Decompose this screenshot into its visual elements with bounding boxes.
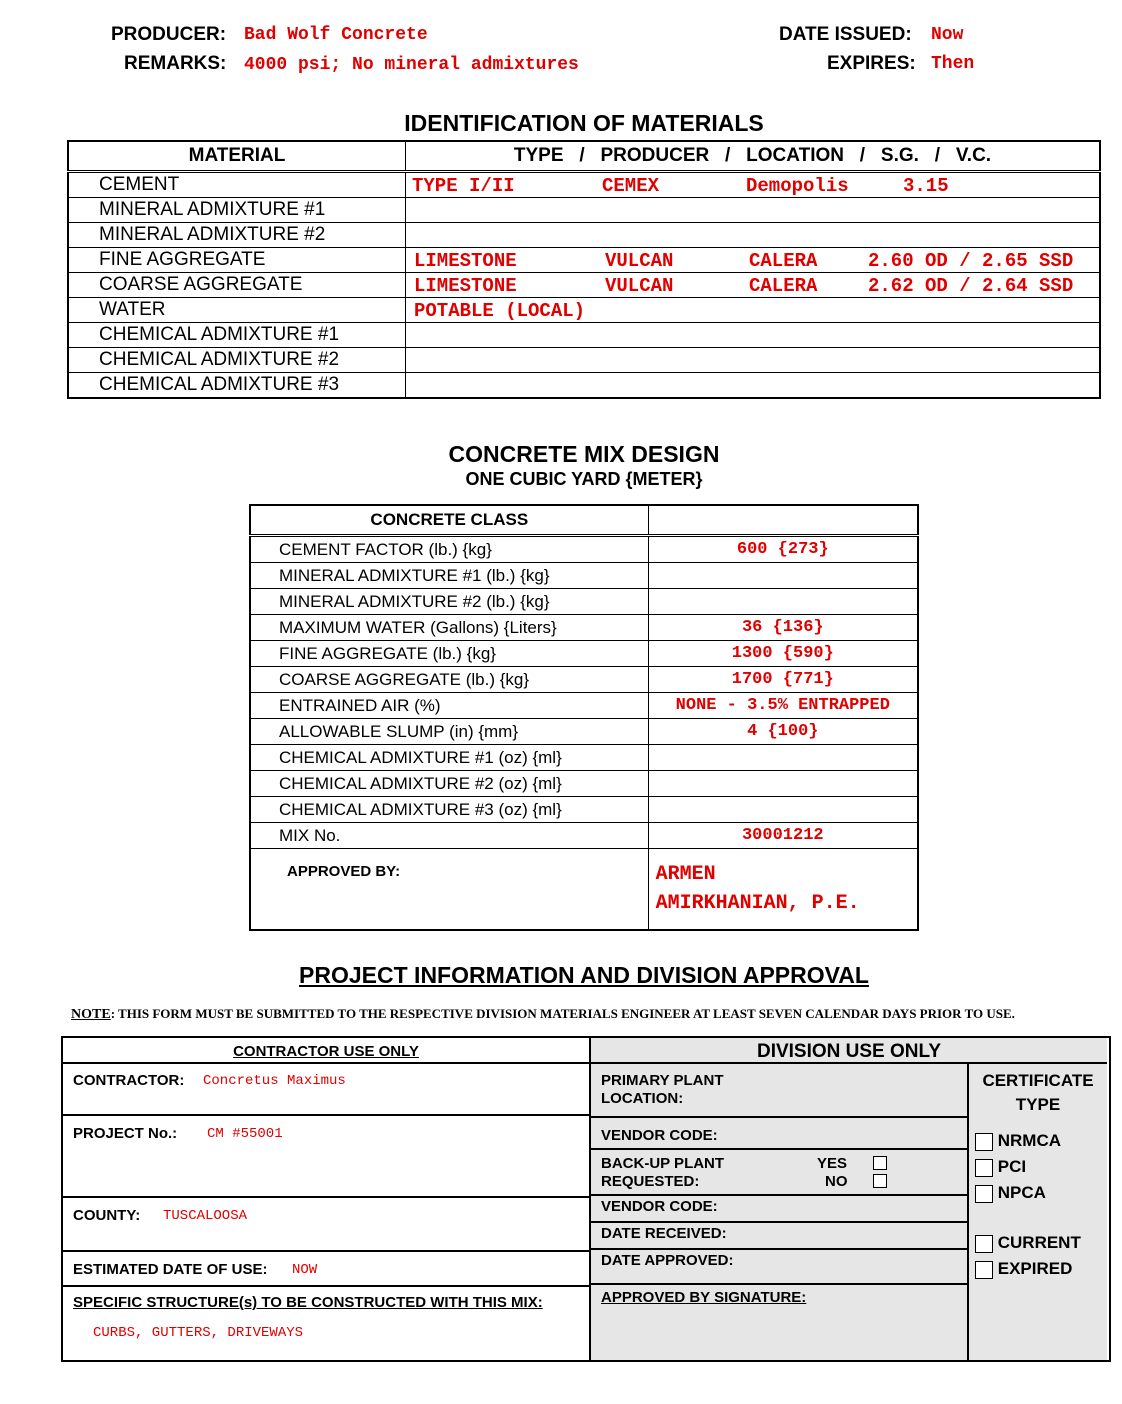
mix-row-label: CHEMICAL ADMIXTURE #1 (oz) {ml} xyxy=(250,745,648,771)
material-name: CHEMICAL ADMIXTURE #2 xyxy=(68,348,406,373)
material-details[interactable] xyxy=(406,273,1101,298)
mix-row xyxy=(250,641,918,667)
expires-value[interactable]: Then xyxy=(931,54,975,74)
mix-row xyxy=(250,615,918,641)
contractor-header-text: CONTRACTOR USE ONLY xyxy=(233,1043,419,1060)
approved-sig-label: APPROVED BY SIGNATURE: xyxy=(601,1289,807,1306)
material-details[interactable] xyxy=(406,373,1101,399)
mix-class-row xyxy=(250,505,918,536)
mix-row-label: CEMENT FACTOR (lb.) {kg} xyxy=(250,536,648,563)
materials-col-details: TYPE / PRODUCER / LOCATION / S.G. / V.C. xyxy=(406,141,1101,172)
mix-row-value[interactable]: 1300 {590} xyxy=(648,641,918,667)
project-title: PROJECT INFORMATION AND DIVISION APPROVAL xyxy=(299,962,869,988)
backup-yes-checkbox[interactable] xyxy=(873,1156,887,1170)
material-type: LIMESTONE xyxy=(414,275,517,297)
material-row xyxy=(68,223,1100,248)
certificate-type-heading xyxy=(969,1069,1107,1117)
material-type: LIMESTONE xyxy=(414,250,517,272)
current-checkbox[interactable] xyxy=(975,1235,993,1253)
nrmca-label: NRMCA xyxy=(997,1131,1062,1150)
backup-line2: REQUESTED: xyxy=(601,1173,700,1190)
project-table xyxy=(61,1036,1111,1362)
mix-row xyxy=(250,823,918,849)
mix-row xyxy=(250,667,918,693)
expires-label: EXPIRES: xyxy=(827,53,916,74)
material-sg: 2.62 OD / 2.64 SSD xyxy=(868,275,1074,297)
nrmca-checkbox[interactable] xyxy=(975,1133,993,1151)
mix-row-label: ALLOWABLE SLUMP (in) {mm} xyxy=(250,719,648,745)
approved-sig-cell[interactable] xyxy=(591,1285,967,1360)
mix-row-label: MIX No. xyxy=(250,823,648,849)
county-value[interactable]: TUSCALOOSA xyxy=(163,1208,248,1224)
npca-label: NPCA xyxy=(997,1183,1046,1202)
mix-row xyxy=(250,719,918,745)
mix-table xyxy=(249,504,919,931)
cert-option-pci[interactable] xyxy=(975,1154,1061,1180)
mix-row xyxy=(250,589,918,615)
material-name: MINERAL ADMIXTURE #2 xyxy=(68,223,406,248)
material-name: WATER xyxy=(68,298,406,323)
producer-value[interactable]: Bad Wolf Concrete xyxy=(244,25,428,45)
est-date-label: ESTIMATED DATE OF USE: xyxy=(73,1261,268,1278)
contractor-value[interactable]: Concretus Maximus xyxy=(203,1073,346,1089)
primary-plant-label xyxy=(601,1072,724,1108)
mix-row-label: CHEMICAL ADMIXTURE #2 (oz) {ml} xyxy=(250,771,648,797)
remarks-value[interactable]: 4000 psi; No mineral admixtures xyxy=(244,55,579,75)
mix-title: CONCRETE MIX DESIGN xyxy=(448,441,720,467)
material-producer: VULCAN xyxy=(605,250,674,272)
mix-row-value[interactable] xyxy=(648,589,918,615)
mix-row-value[interactable] xyxy=(648,797,918,823)
vendor-code2-label: VENDOR CODE: xyxy=(601,1198,718,1215)
material-details[interactable] xyxy=(406,172,1101,198)
division-header-text: DIVISION USE ONLY xyxy=(756,1041,942,1062)
material-type: POTABLE (LOCAL) xyxy=(414,300,586,322)
mix-row-value[interactable]: NONE - 3.5% ENTRAPPED xyxy=(648,693,918,719)
mix-row-value[interactable] xyxy=(648,745,918,771)
vendor-code-label: VENDOR CODE: xyxy=(601,1127,718,1144)
backup-line1: BACK-UP PLANT xyxy=(601,1155,725,1172)
note-label: NOTE xyxy=(71,1007,111,1022)
material-row xyxy=(68,373,1100,399)
primary-plant-line1: PRIMARY PLANT xyxy=(601,1072,724,1089)
approved-row xyxy=(250,849,918,931)
material-location: Demopolis xyxy=(746,175,849,197)
mix-row-label: FINE AGGREGATE (lb.) {kg} xyxy=(250,641,648,667)
material-row xyxy=(68,348,1100,373)
division-fields xyxy=(591,1064,969,1360)
structure-cell[interactable] xyxy=(63,1287,589,1358)
status-options xyxy=(975,1230,1081,1282)
mix-row xyxy=(250,745,918,771)
mix-row-label: MINERAL ADMIXTURE #2 (lb.) {kg} xyxy=(250,589,648,615)
vendor-code2-cell[interactable] xyxy=(591,1196,967,1223)
project-no-value[interactable]: CM #55001 xyxy=(207,1126,283,1142)
mix-row-label: MINERAL ADMIXTURE #1 (lb.) {kg} xyxy=(250,563,648,589)
concrete-class-label: CONCRETE CLASS xyxy=(250,505,648,536)
materials-title: IDENTIFICATION OF MATERIALS xyxy=(404,110,764,136)
mix-row-label: MAXIMUM WATER (Gallons) {Liters} xyxy=(250,615,648,641)
certificate-type-panel xyxy=(969,1064,1107,1360)
cert-line2: TYPE xyxy=(1015,1095,1061,1114)
material-name: CHEMICAL ADMIXTURE #1 xyxy=(68,323,406,348)
material-row xyxy=(68,273,1100,298)
material-details[interactable] xyxy=(406,298,1101,323)
mix-row xyxy=(250,693,918,719)
approved-by-line1: ARMEN xyxy=(655,863,716,886)
material-sg: 3.15 xyxy=(903,175,949,197)
material-details[interactable] xyxy=(406,198,1101,223)
date-approved-label: DATE APPROVED: xyxy=(601,1252,734,1269)
material-name: MINERAL ADMIXTURE #1 xyxy=(68,198,406,223)
materials-header-row xyxy=(68,141,1100,172)
contractor-column xyxy=(63,1038,591,1360)
pci-checkbox[interactable] xyxy=(975,1159,993,1177)
mix-row-value[interactable]: 30001212 xyxy=(648,823,918,849)
mix-row-value[interactable]: 600 {273} xyxy=(648,536,918,563)
npca-checkbox[interactable] xyxy=(975,1185,993,1203)
expired-label: EXPIRED xyxy=(997,1259,1073,1278)
material-details[interactable] xyxy=(406,323,1101,348)
cert-options xyxy=(975,1128,1061,1206)
pci-label: PCI xyxy=(997,1157,1027,1176)
material-row xyxy=(68,248,1100,273)
date-approved-cell[interactable] xyxy=(591,1250,967,1285)
concrete-class-value[interactable] xyxy=(648,505,918,536)
cert-option-npca[interactable] xyxy=(975,1180,1061,1206)
expired-checkbox[interactable] xyxy=(975,1261,993,1279)
date-received-label: DATE RECEIVED: xyxy=(601,1225,727,1242)
note xyxy=(71,1006,1015,1023)
mix-row-value[interactable]: 36 {136} xyxy=(648,615,918,641)
primary-plant-cell[interactable] xyxy=(591,1064,967,1118)
material-producer: VULCAN xyxy=(605,275,674,297)
project-no-label: PROJECT No.: xyxy=(73,1125,178,1142)
material-details[interactable] xyxy=(406,223,1101,248)
producer-label: PRODUCER: xyxy=(111,24,227,45)
material-name: CEMENT xyxy=(68,172,406,198)
cert-option-nrmca[interactable] xyxy=(975,1128,1061,1154)
mix-row-label: COARSE AGGREGATE (lb.) {kg} xyxy=(250,667,648,693)
date-received-cell[interactable] xyxy=(591,1223,967,1250)
backup-plant-cell xyxy=(591,1150,967,1196)
yes-label: YES xyxy=(817,1155,848,1172)
mix-row-value[interactable]: 1700 {771} xyxy=(648,667,918,693)
mix-row xyxy=(250,536,918,563)
mix-row-value[interactable] xyxy=(648,563,918,589)
material-location: CALERA xyxy=(749,250,818,272)
note-text: : THIS FORM MUST BE SUBMITTED TO THE RESPECTIVE DIVISION MATERIALS ENGINEER AT LEAST SEVEN CALENDAR DAYS PRIOR TO USE. xyxy=(110,1006,1015,1021)
mix-row xyxy=(250,797,918,823)
material-details[interactable] xyxy=(406,248,1101,273)
date-issued-value[interactable]: Now xyxy=(931,25,964,45)
material-sg: 2.60 OD / 2.65 SSD xyxy=(868,250,1074,272)
material-name: COARSE AGGREGATE xyxy=(68,273,406,298)
status-option-current[interactable] xyxy=(975,1230,1081,1256)
structure-label: SPECIFIC STRUCTURE(s) TO BE CONSTRUCTED WITH THIS MIX: xyxy=(73,1294,543,1311)
est-date-value[interactable]: NOW xyxy=(292,1262,318,1278)
materials-table xyxy=(67,140,1101,399)
material-name: FINE AGGREGATE xyxy=(68,248,406,273)
current-label: CURRENT xyxy=(997,1233,1081,1252)
material-row xyxy=(68,198,1100,223)
approved-by-value[interactable] xyxy=(648,849,918,931)
cert-line1: CERTIFICATE xyxy=(982,1071,1094,1090)
material-producer: CEMEX xyxy=(602,175,660,197)
mix-subtitle: ONE CUBIC YARD {METER} xyxy=(465,469,703,489)
mix-row xyxy=(250,563,918,589)
mix-row-label: CHEMICAL ADMIXTURE #3 (oz) {ml} xyxy=(250,797,648,823)
material-location: CALERA xyxy=(749,275,818,297)
mix-row-value[interactable] xyxy=(648,771,918,797)
division-header xyxy=(591,1038,1107,1064)
mix-row xyxy=(250,771,918,797)
mix-row-value[interactable]: 4 {100} xyxy=(648,719,918,745)
material-row xyxy=(68,172,1100,198)
contractor-label: CONTRACTOR: xyxy=(73,1072,185,1089)
material-row xyxy=(68,298,1100,323)
material-type: TYPE I/II xyxy=(412,175,515,197)
approved-by-label: APPROVED BY: xyxy=(250,849,648,931)
contractor-header xyxy=(63,1038,589,1064)
project-no-cell[interactable] xyxy=(63,1116,589,1198)
backup-no-checkbox[interactable] xyxy=(873,1174,887,1188)
material-details[interactable] xyxy=(406,348,1101,373)
material-row xyxy=(68,323,1100,348)
vendor-code-cell[interactable] xyxy=(591,1118,967,1150)
backup-plant-label xyxy=(601,1155,724,1191)
status-option-expired[interactable] xyxy=(975,1256,1081,1282)
no-label: NO xyxy=(825,1173,848,1190)
approved-by-line2: AMIRKHANIAN, P.E. xyxy=(655,892,860,915)
county-label: COUNTY: xyxy=(73,1207,141,1224)
county-cell[interactable] xyxy=(63,1198,589,1252)
est-date-cell[interactable] xyxy=(63,1252,589,1287)
mix-row-label: ENTRAINED AIR (%) xyxy=(250,693,648,719)
primary-plant-line2: LOCATION: xyxy=(601,1090,684,1107)
material-name: CHEMICAL ADMIXTURE #3 xyxy=(68,373,406,399)
materials-col-material: MATERIAL xyxy=(68,141,406,172)
date-issued-label: DATE ISSUED: xyxy=(779,24,912,45)
contractor-cell[interactable] xyxy=(63,1064,589,1116)
division-column xyxy=(591,1038,1107,1360)
remarks-label: REMARKS: xyxy=(124,53,227,74)
structure-value[interactable]: CURBS, GUTTERS, DRIVEWAYS xyxy=(93,1325,304,1341)
